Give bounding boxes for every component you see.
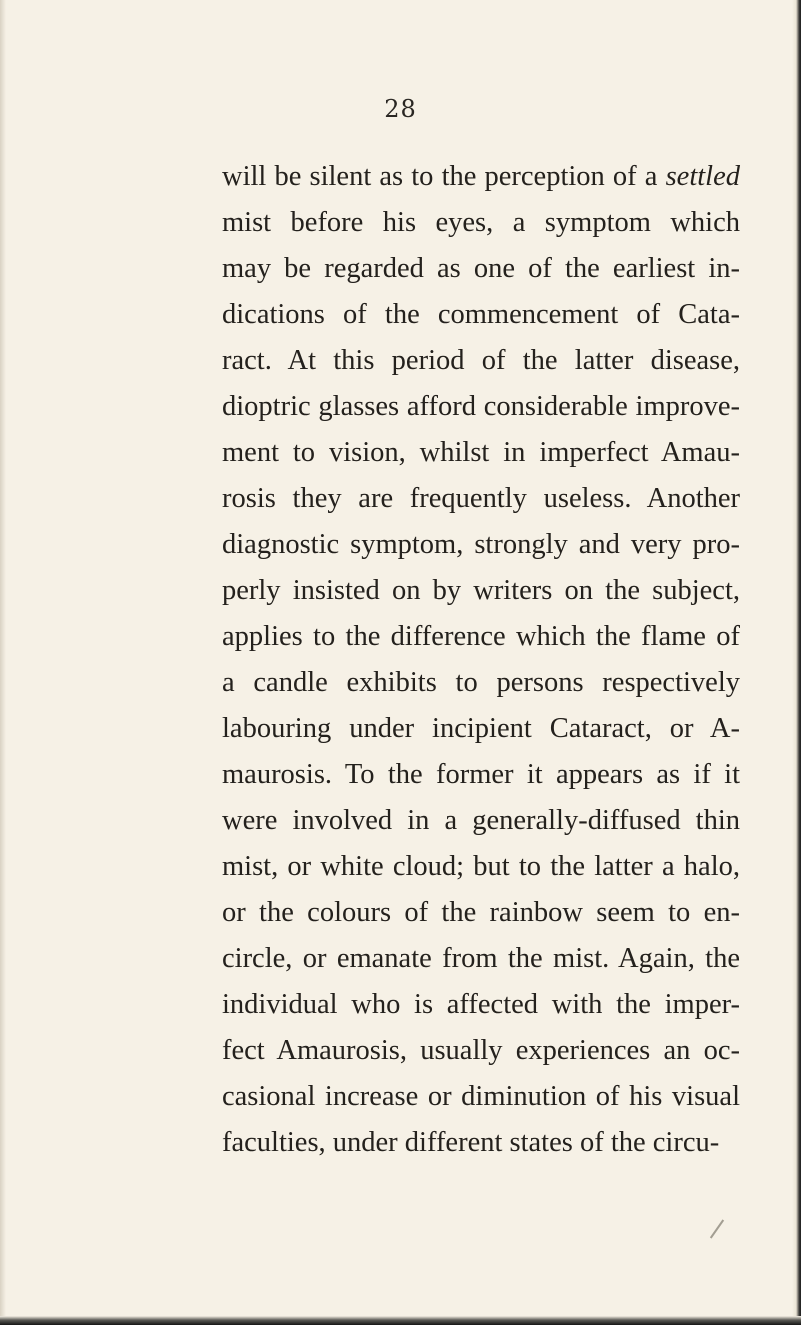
text-line-21: casional increase or diminution of his visual: [222, 1081, 740, 1112]
text-line-4: dications of the commencement of Cata-: [222, 299, 740, 330]
text-line-1: will be silent as to the perception of a settled: [222, 161, 740, 192]
text-line-19: individual who is affected with the imper-: [222, 989, 740, 1020]
text-line-13: labouring under incipient Cataract, or A-: [222, 713, 740, 744]
text-line-17: or the colours of the rainbow seem to en-: [222, 897, 740, 928]
text-line-9: diagnostic symptom, strongly and very pro-: [222, 529, 740, 560]
text-line-14: maurosis. To the former it appears as if it: [222, 759, 740, 790]
text-line-18: circle, or emanate from the mist. Again, the: [222, 943, 740, 974]
text-line-7: ment to vision, whilst in imperfect Amau-: [222, 437, 740, 468]
page-right-edge: [792, 0, 801, 1325]
page-number: 28: [384, 95, 417, 123]
text-line-16: mist, or white cloud; but to the latter a halo,: [222, 851, 740, 882]
page-left-edge: [0, 0, 6, 1325]
pencil-mark: [710, 1219, 724, 1238]
text-line-8: rosis they are frequently useless. Another: [222, 483, 740, 514]
page-bottom-edge: [0, 1316, 801, 1325]
body-text: [222, 154, 740, 1166]
text-line-12: a candle exhibits to persons respectively: [222, 667, 740, 698]
italic-word: settled: [665, 161, 740, 192]
text-line-3: may be regarded as one of the earliest in-: [222, 253, 740, 284]
text-line-11: applies to the difference which the flame of: [222, 621, 740, 652]
text-line-22: faculties, under different states of the circu-: [222, 1127, 720, 1158]
text-line-5: ract. At this period of the latter disease,: [222, 345, 740, 376]
text-line-6: dioptric glasses afford considerable improve-: [222, 391, 740, 422]
text-line-15: were involved in a generally-diffused thin: [222, 805, 740, 836]
text-line-10: perly insisted on by writers on the subject,: [222, 575, 740, 606]
text-line-20: fect Amaurosis, usually experiences an oc-: [222, 1035, 740, 1066]
text-line-2: mist before his eyes, a symptom which: [222, 207, 740, 238]
